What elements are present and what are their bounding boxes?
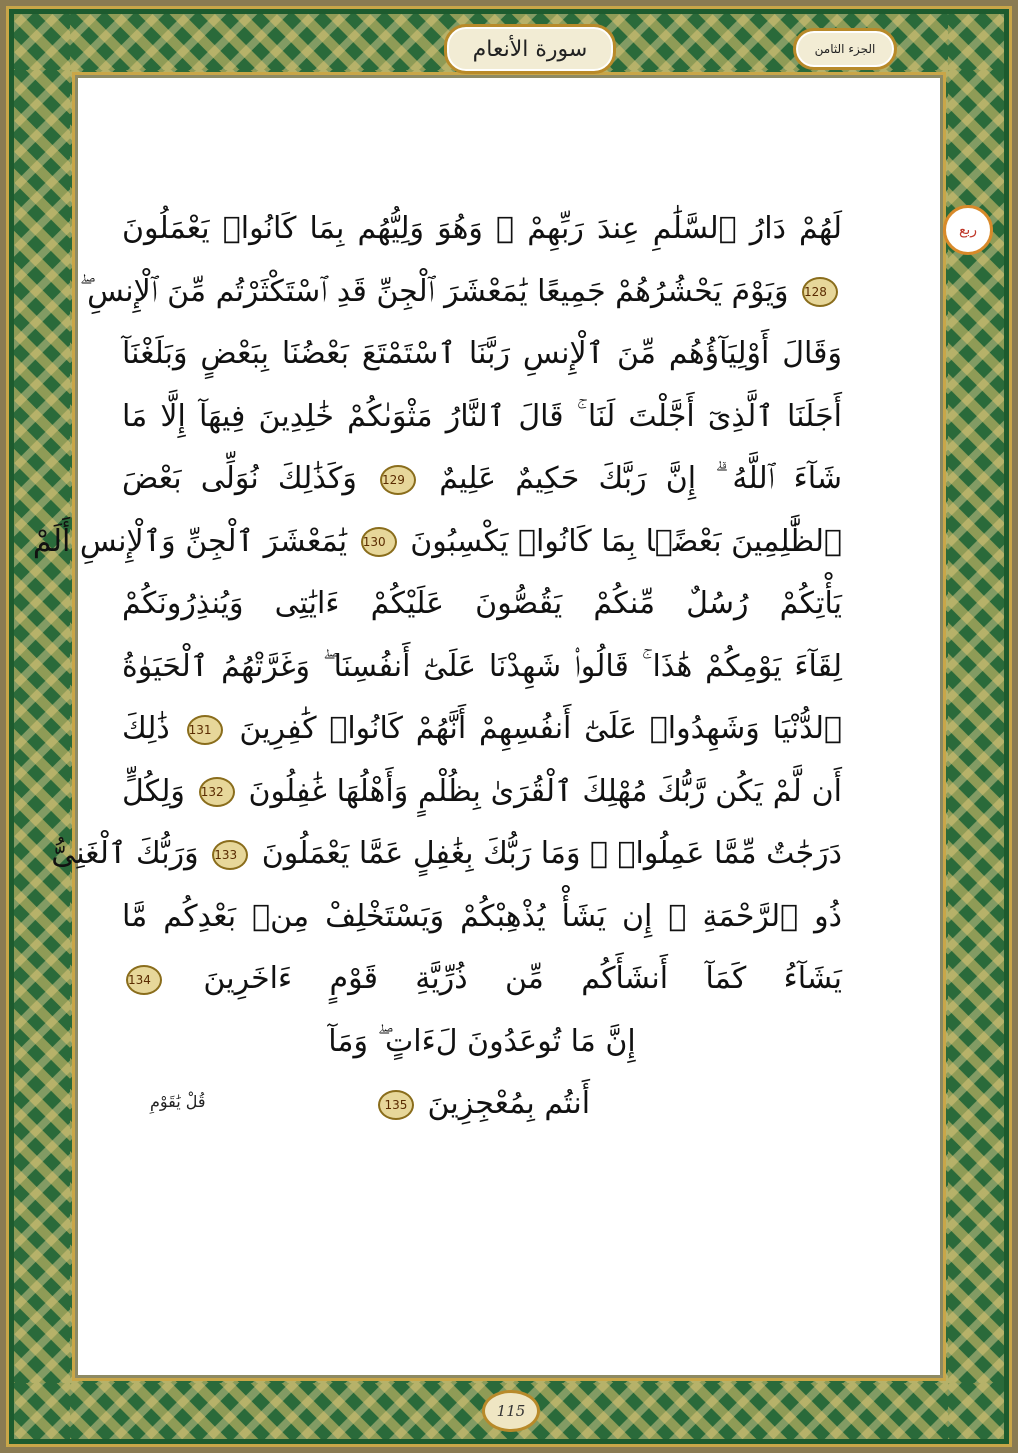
verse-line — [32, 511, 842, 574]
surah-label — [444, 24, 616, 74]
verse-text: وَرَبُّكَ ٱلْغَنِىُّ — [51, 836, 199, 871]
verse-line — [51, 823, 842, 886]
verse-text: أَنتُم بِمُعْجِزِينَ — [427, 1086, 591, 1121]
verse-text: أَن لَّمْ يَكُن رَّبُّكَ مُهْلِكَ ٱلْقُرَىٰ بِظُلْمٍ وَأَهْلُهَا غَٰفِلُونَ — [248, 773, 842, 809]
surah-name: سورة الأنعام — [472, 36, 588, 62]
verse-text: يَشَآءُ كَمَآ أَنشَأَكُم مِّن ذُرِّيَّةِ قَوْمٍ ءَاخَرِينَ — [203, 961, 842, 996]
verse-text: لِقَآءَ يَوْمِكُمْ هَٰذَا ۚ قَالُوا۟ شَهِدْنَا عَلَىٰٓ أَنفُسِنَا ۖ وَغَرَّتْهُمُ ٱلْحَيَوٰةُ — [122, 648, 842, 684]
ayah-number-marker: 135 — [378, 1090, 414, 1120]
verse-text: ٱلدُّنْيَا وَشَهِدُوا۟ عَلَىٰٓ أَنفُسِهِمْ أَنَّهُمْ كَانُوا۟ كَٰفِرِينَ — [239, 711, 842, 746]
verse-line — [122, 573, 842, 636]
verse-text: إِنَّ مَا تُوعَدُونَ لَءَاتٍ ۖ وَمَآ — [328, 1023, 636, 1059]
juz-name: الجزء الثامن — [814, 42, 876, 56]
verse-text: دَرَجَٰتٌ مِّمَّا عَمِلُوا۟ ۚ وَمَا رَبُّكَ بِغَٰفِلٍ عَمَّا يَعْمَلُونَ — [261, 836, 842, 871]
verse-text: شَآءَ ٱللَّهُ ۗ إِنَّ رَبَّكَ حَكِيمٌ عَلِيمٌ — [439, 461, 842, 496]
ayah-number-marker: 132 — [199, 777, 235, 807]
ayah-number-marker: 130 — [361, 527, 397, 557]
ayah-number-marker: 134 — [126, 965, 162, 995]
verse-line — [122, 1011, 842, 1074]
verse-text: أَجَلَنَا ٱلَّذِىٓ أَجَّلْتَ لَنَا ۚ قَالَ ٱلنَّارُ مَثْوَىٰكُمْ خَٰلِدِينَ فِيهَآ إِلَّا مَا — [122, 398, 842, 434]
verse-text: ذَٰلِكَ — [122, 711, 170, 746]
verse-text: ذُو ٱلرَّحْمَةِ ۚ إِن يَشَأْ يُذْهِبْكُمْ وَيَسْتَخْلِفْ مِنۢ بَعْدِكُم مَّا — [122, 898, 842, 934]
verse-text: يَٰمَعْشَرَ ٱلْجِنِّ وَٱلْإِنسِ أَلَمْ — [32, 523, 348, 559]
rub-marker-text: ربع — [958, 222, 978, 238]
catchword: قُلْ يَٰقَوْمِ — [150, 1092, 206, 1111]
page-number: 115 — [496, 1402, 526, 1420]
verse-line — [122, 636, 842, 699]
rub-hizb-marker — [943, 205, 993, 255]
quran-text — [32, 198, 842, 1136]
verse-text: يَأْتِكُمْ رُسُلٌ مِّنكُمْ يَقُصُّونَ عَلَيْكُمْ ءَايَٰتِى وَيُنذِرُونَكُمْ — [122, 586, 842, 621]
verse-line — [122, 761, 842, 824]
verse-text: لَهُمْ دَارُ ٱلسَّلَٰمِ عِندَ رَبِّهِمْ ۖ وَهُوَ وَلِيُّهُم بِمَا كَانُوا۟ يَعْمَلُونَ — [122, 211, 842, 246]
ayah-number-marker: 131 — [187, 715, 223, 745]
ayah-number-marker: 133 — [212, 840, 248, 870]
verse-line — [122, 698, 842, 761]
verse-text: ٱلظَّٰلِمِينَ بَعْضًۢا بِمَا كَانُوا۟ يَكْسِبُونَ — [410, 523, 842, 559]
verse-line — [79, 261, 842, 324]
ayah-number-marker: 129 — [380, 465, 416, 495]
verse-line — [122, 886, 842, 949]
verse-line — [122, 323, 842, 386]
verse-line — [122, 448, 842, 511]
verse-text: وَيَوْمَ يَحْشُرُهُمْ جَمِيعًا يَٰمَعْشَرَ ٱلْجِنِّ قَدِ ٱسْتَكْثَرْتُم مِّنَ ٱلْإِنسِ ۖ — [79, 273, 789, 309]
verse-text: وَلِكُلٍّ — [122, 773, 185, 809]
ayah-number-marker: 128 — [802, 277, 838, 307]
page-number-medallion — [482, 1390, 540, 1432]
verse-line — [122, 1073, 842, 1136]
verse-line — [122, 386, 842, 449]
verse-line — [122, 948, 842, 1011]
juz-label — [793, 28, 897, 70]
verse-text: وَقَالَ أَوْلِيَآؤُهُم مِّنَ ٱلْإِنسِ رَبَّنَا ٱسْتَمْتَعَ بَعْضُنَا بِبَعْضٍ وَبَلَغْنَآ — [122, 336, 842, 371]
verse-line — [122, 198, 842, 261]
verse-text: وَكَذَٰلِكَ نُوَلِّى بَعْضَ — [122, 461, 357, 496]
